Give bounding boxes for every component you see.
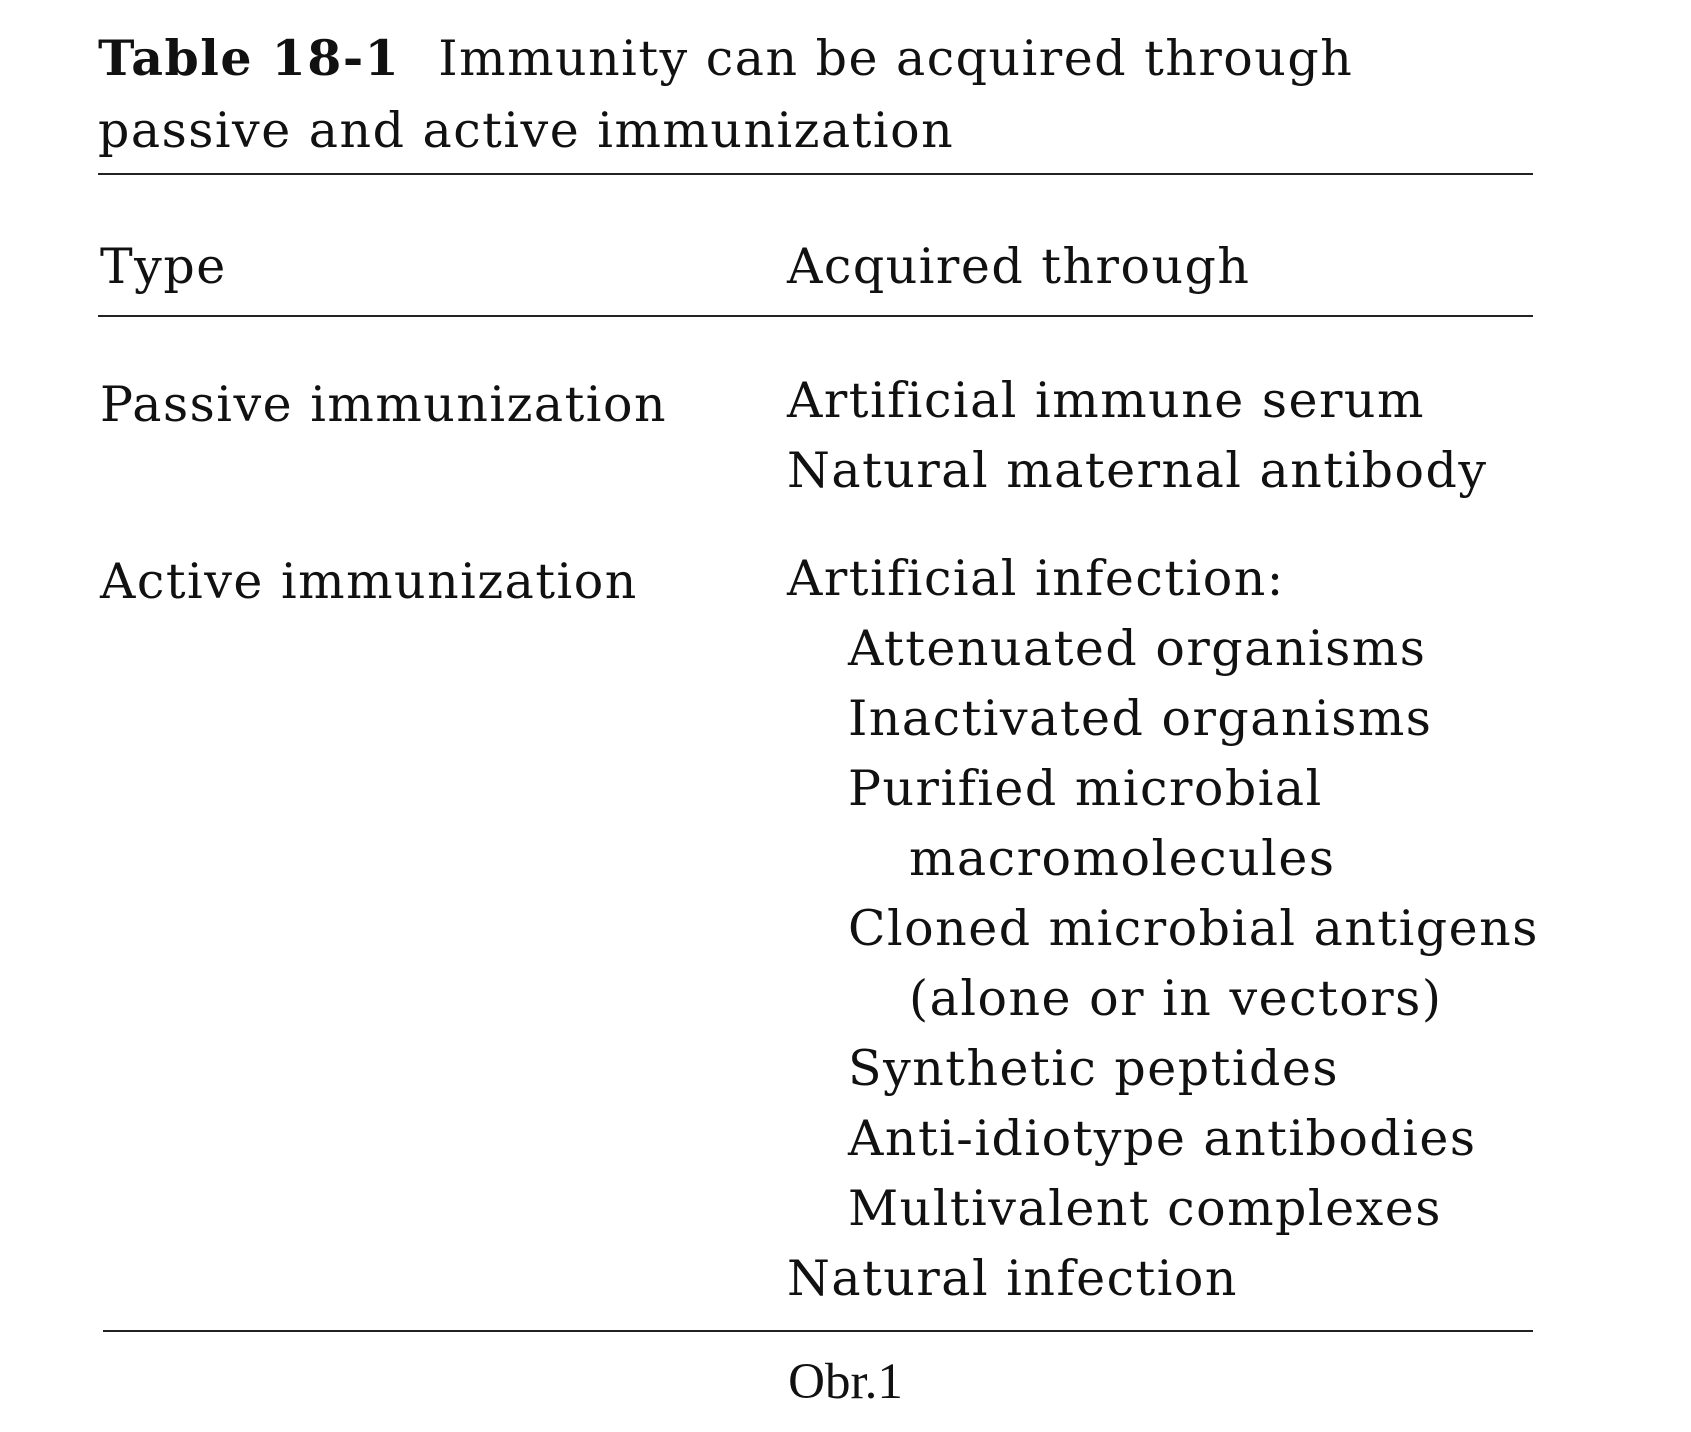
active-item: Attenuated organisms <box>848 620 1427 677</box>
active-item: Multivalent complexes <box>848 1180 1442 1237</box>
header-rule <box>98 315 1533 317</box>
active-item: Inactivated organisms <box>848 690 1433 747</box>
header-acquired-through: Acquired through <box>787 238 1251 295</box>
table-caption <box>98 22 1538 167</box>
top-rule <box>98 173 1533 175</box>
row-type-passive: Passive immunization <box>100 376 668 433</box>
passive-item: Artificial immune serum <box>787 372 1425 429</box>
active-item: Cloned microbial antigens <box>848 900 1539 957</box>
active-item: (alone or in vectors) <box>909 970 1443 1027</box>
bottom-rule <box>103 1330 1533 1332</box>
active-item: Anti-idiotype antibodies <box>848 1110 1477 1167</box>
table-label: Table 18-1 <box>98 29 401 87</box>
figure-caption: Obr.1 <box>788 1354 903 1410</box>
active-item: Purified microbial <box>848 760 1323 817</box>
row-type-active: Active immunization <box>100 553 638 610</box>
active-item: Artificial infection: <box>787 550 1285 607</box>
active-item: Synthetic peptides <box>848 1040 1340 1097</box>
table-title: Immunity can be acquired through passive and active immunization <box>98 30 1354 159</box>
active-item: macromolecules <box>909 830 1336 887</box>
header-type: Type <box>100 238 227 295</box>
passive-item: Natural maternal antibody <box>787 442 1488 499</box>
active-item: Natural infection <box>787 1250 1238 1307</box>
